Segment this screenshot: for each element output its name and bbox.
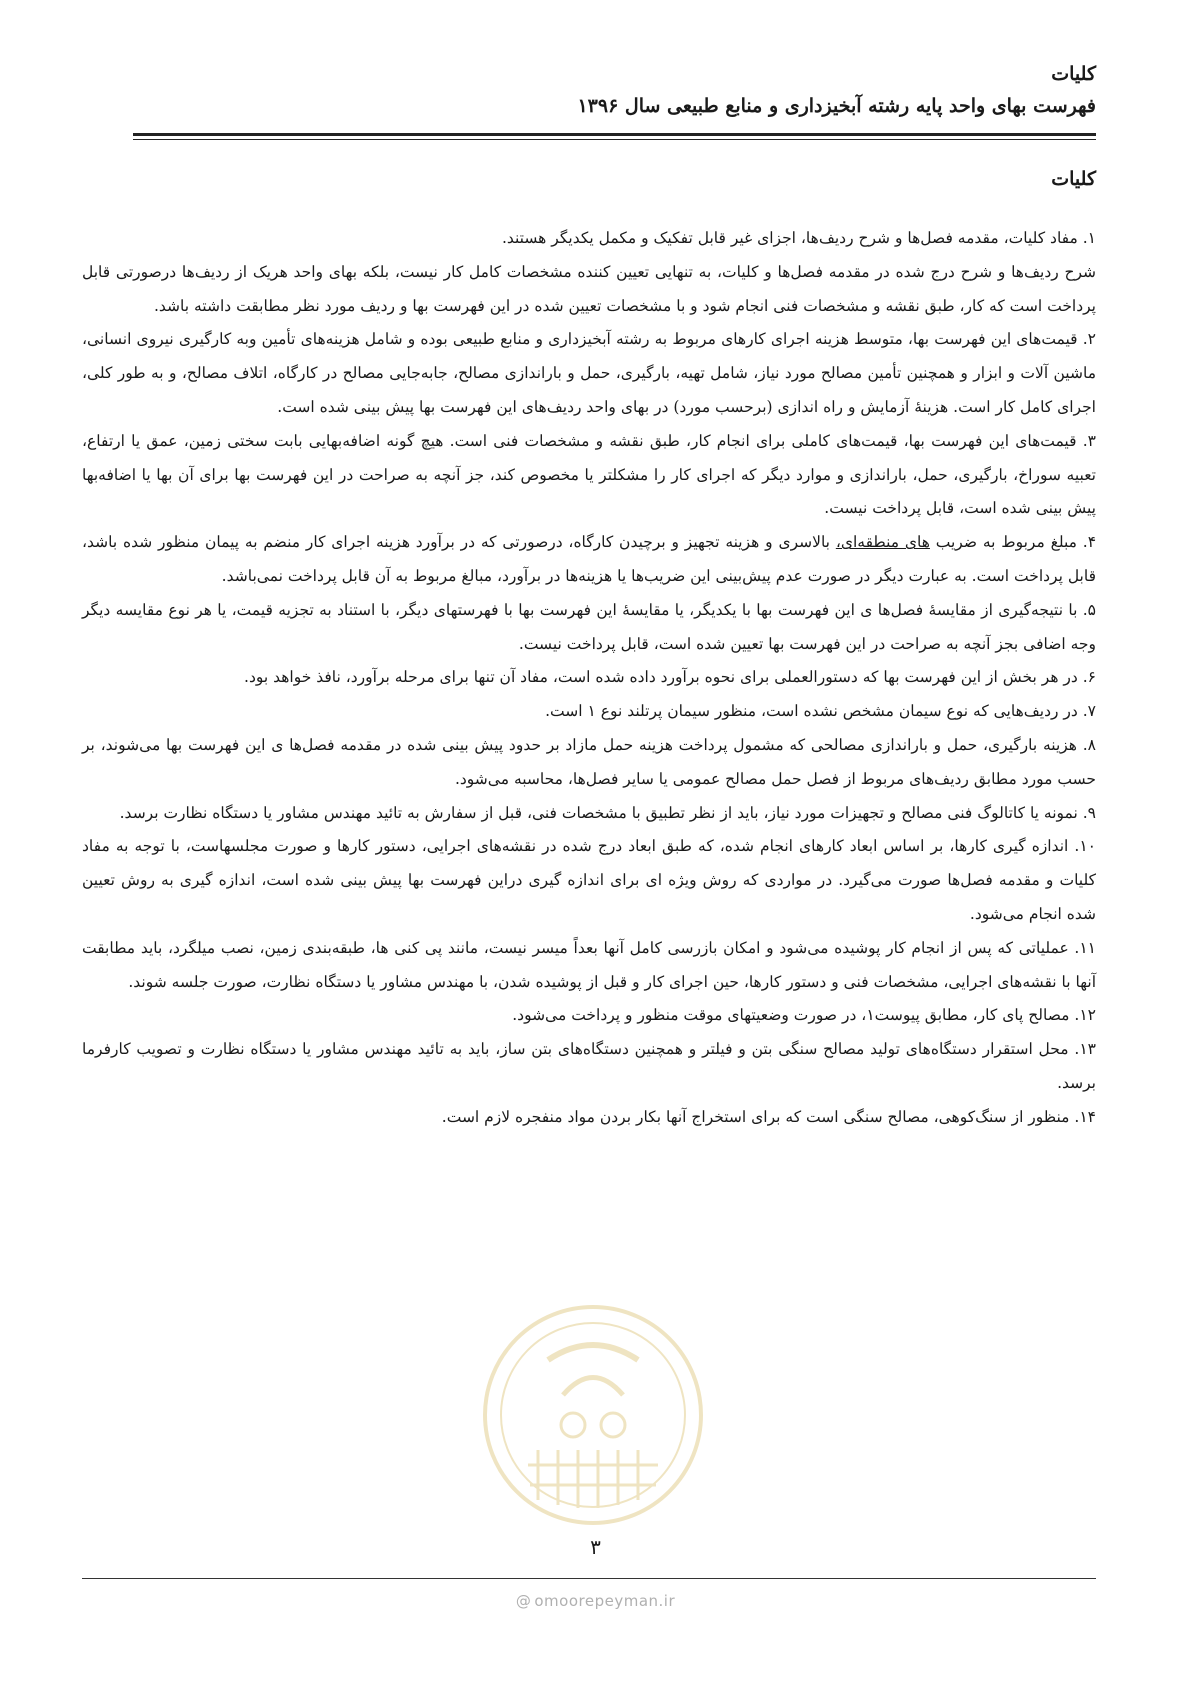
paragraph-12: ۱۲. مصالح پای کار، مطابق پیوست۱، در صورت وضعیتهای موقت منظور و پرداخت می‌شود.	[512, 1006, 1096, 1025]
paragraph-10: ۱۰. اندازه گیری کارها، بر اساس ابعاد کارهای انجام شده، که طبق ابعاد درج شده در نقشه‌های اجرایی، دستور کارها و صورت مجلسهاست، با توجه به مفاد کلیات و مقدمه فصل‌ها صورت می‌گیرد. در مواردی که روش ویژه ای برای اندازه گیری دراین فهرست بها پیش بینی شده است، اندازه گیری به روش تعیین شده انجام می‌شود.	[82, 837, 1096, 923]
watermark-seal-icon	[478, 1300, 708, 1530]
header-subtitle: فهرست بهای واحد پایه رشته آبخیزداری و منابع طبیعی سال ۱۳۹۶	[577, 95, 1096, 117]
paragraph-11: ۱۱. عملیاتی که پس از انجام کار پوشیده می‌شود و امکان بازرسی کامل آنها بعداً میسر نیست، مانند پی کنی ها، طبقه‌بندی زمین، نصب میلگرد، باید مطابقت آنها با نقشه‌های اجرایی، مشخصات فنی و دستور کارها، حین اجرای کار و قبل از پوشیده شدن، با مهندس مشاور یا دستگاه نظارت، صورت جلسه شوند.	[82, 938, 1096, 991]
paragraph-4-underlined: های منطقه‌ای،	[835, 533, 930, 552]
section-title: کلیات	[1051, 168, 1096, 190]
page-number: ۳	[590, 1535, 601, 1559]
header-rule-thick	[133, 133, 1096, 136]
footer-brand	[0, 1592, 1191, 1610]
paragraph-3: ۳. قیمت‌های این فهرست بها، قیمت‌های کاملی برای انجام کار، طبق نقشه و مشخصات فنی است. هیچ گونه اضافه‌بهایی بابت سختی زمین، عمق یا ارتفاع، تعبیه سوراخ، بارگیری، حمل، باراندازی و موارد دیگر که اجرای کار را مشکلتر یا مخصوص کند، جز آنچه به صراحت در این فهرست بها برای آن بها یا اضافه‌بها پیش بینی شده است، قابل پرداخت نیست.	[82, 431, 1096, 518]
paragraph-6: ۶. در هر بخش از این فهرست بها که دستورالعملی برای نحوه برآورد داده شده است، مفاد آن تنها برای مرحله برآورد، نافذ خواهد بود.	[244, 668, 1096, 687]
page-header	[80, 58, 1096, 122]
paragraph-4	[82, 526, 1096, 594]
header-title: کلیات	[1051, 63, 1096, 85]
paragraph-14: ۱۴. منظور از سنگ‌کوهی، مصالح سنگی است که برای استخراج آنها بکار بردن مواد منفجره لازم است.	[441, 1107, 1096, 1126]
at-icon: @	[515, 1592, 532, 1610]
paragraph-2: ۲. قیمت‌های این فهرست بها، متوسط هزینه اجرای کارهای مربوط به رشته آبخیزداری و منابع طبیعی بوده و شامل هزینه‌های تأمین وبه کارگیری نیروی انسانی، ماشین آلات و ابزار و همچنین تأمین مصالح مورد نیاز، شامل تهیه، بارگیری، حمل و باراندازی مصالح، جابه‌جایی مصالح در کارگاه، اتلاف مصالح، و به طور کلی، اجرای کامل کار است. هزینهٔ آزمایش و راه اندازی (برحسب مورد) در بهای واحد ردیف‌های این فهرست بها پیش بینی شده است.	[82, 330, 1096, 416]
paragraph-5: ۵. با نتیجه‌گیری از مقایسهٔ فصل‌ها ی این فهرست بها با یکدیگر، یا مقایسهٔ این فهرست بها با فهرستهای دیگر، با استناد به تجزیه قیمت، یا هر نوع مقایسه دیگر وجه اضافی بجز آنچه به صراحت در این فهرست بها تعیین شده است، قابل پرداخت نیست.	[82, 600, 1096, 653]
paragraph-8: ۸. هزینه بارگیری، حمل و باراندازی مصالحی که مشمول پرداخت هزینه حمل مازاد بر حدود پیش بینی شده در مقدمه فصل‌ها ی این فهرست بها می‌شوند، بر حسب مورد مطابق ردیف‌های مربوط از فصل حمل مصالح عمومی یا سایر فصل‌ها، محاسبه می‌شود.	[82, 735, 1096, 788]
paragraph-7: ۷. در ردیف‌هایی که نوع سیمان مشخص نشده است، منظور سیمان پرتلند نوع ۱ است.	[545, 702, 1096, 721]
paragraph-4-after: بالاسری و هزینه تجهیز و برچیدن کارگاه، درصورتی که در برآورد هزینه اجرای کار منضم به پیمان منظور شده باشد، قابل پرداخت است. به عبارت دیگر در صورت عدم پیش‌بینی این ضریب‌ها یا هزینه‌ها در برآورد، مبالغ مربوط به آن قابل پرداخت نمی‌باشد.	[82, 533, 1096, 585]
paragraph-4-before: ۴. مبلغ مربوط به ضریب	[929, 533, 1097, 552]
header-rule-thin	[133, 139, 1096, 140]
paragraph-9: ۹. نمونه یا کاتالوگ فنی مصالح و تجهیزات مورد نیاز، باید از نظر تطبیق با مشخصات فنی، قبل از سفارش به تائید مهندس مشاور یا دستگاه نظارت برسد.	[119, 803, 1096, 822]
paragraph-13: ۱۳. محل استقرار دستگاه‌های تولید مصالح سنگی بتن و فیلتر و همچنین دستگاه‌های بتن ساز، باید به تائید مهندس مشاور یا دستگاه نظارت و تصویب کارفرما برسد.	[82, 1040, 1096, 1092]
footer-rule	[82, 1578, 1096, 1579]
body-text	[82, 222, 1096, 1135]
paragraph-1-continued: شرح ردیف‌ها و شرح درج شده در مقدمه فصل‌ها و کلیات، به تنهایی تعیین کننده مشخصات کامل کار نیست، بلکه بهای واحد هریک از ردیف‌ها درصورتی قابل پرداخت است که کار، طبق نقشه و مشخصات فنی انجام شود و با مشخصات تعیین شده در این فهرست بها و ردیف مورد نظر مطابقت داشته باشد.	[82, 262, 1097, 315]
footer-brand-text: omoorepeyman.ir	[534, 1592, 676, 1610]
paragraph-1: ۱. مفاد کلیات، مقدمه فصل‌ها و شرح ردیف‌ها، اجزای غیر قابل تفکیک و مکمل یکدیگر هستند.	[501, 229, 1096, 247]
